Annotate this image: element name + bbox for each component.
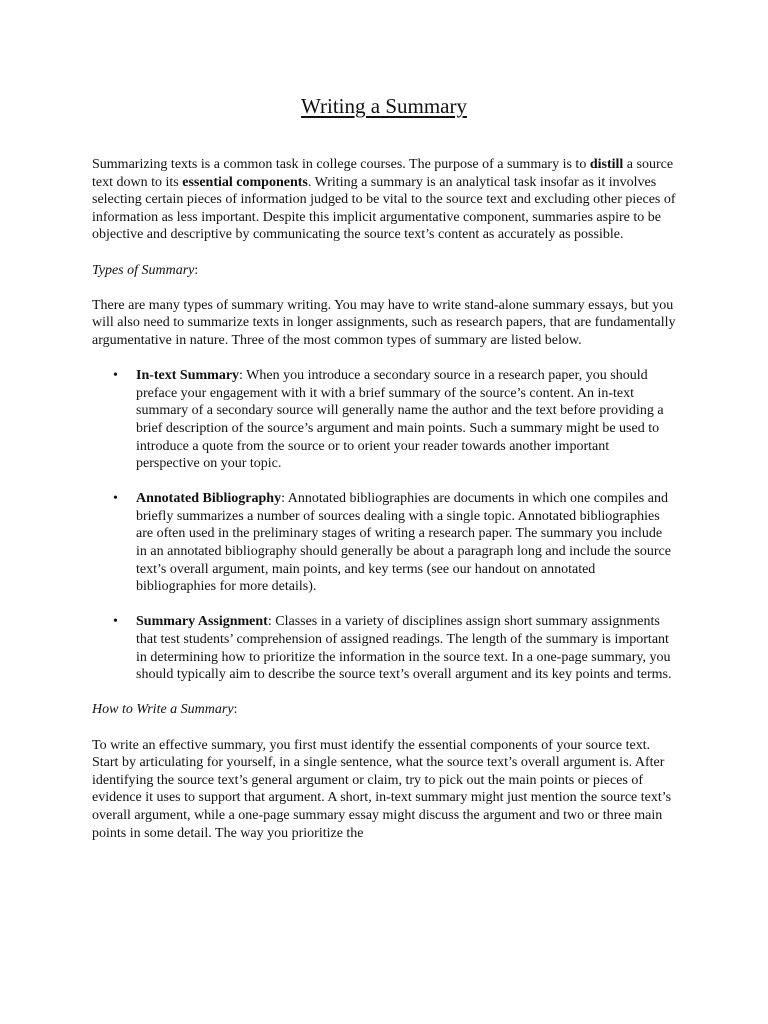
intro-paragraph [92, 156, 676, 244]
document-title: Writing a Summary [301, 94, 467, 118]
list-item-term: In-text Summary [136, 368, 240, 384]
intro-text-3: . Writing a summary is an analytical task insofar as it involves selecting certain pieces of information judged to be vital to the source text and excluding other pieces of information as less important. Despite this implicit argumentative component, summaries aspire to be objective and descriptive by communicating the source text’s content as accurately as possible. [92, 174, 676, 243]
types-heading-text: Types of Summary [92, 262, 195, 278]
list-item-annotated-bibliography [92, 490, 676, 596]
types-intro-paragraph: There are many types of summary writing. You may have to write stand-alone summary essays, but you will also need to summarize texts in longer assignments, such as research papers, that are fundamentally argumentative in nature. Three of the most common types of summary are listed below. [92, 297, 676, 348]
list-item-text: : Classes in a variety of disciplines assign short summary assignments that test students’ comprehension of assigned readings. The length of the summary is important in determining how to prioritize the information in the source text. In a one-page summary, you should typically aim to describe the source text’s overall argument and its key points and terms. [136, 614, 672, 683]
list-item-summary-assignment [92, 613, 676, 683]
list-item-text: : Annotated bibliographies are documents in which one compiles and briefly summarizes a number of sources dealing with a single topic. Annotated bibliographies are often used in the preliminary stages of writing a research paper. The summary you include in an annotated bibliography should generally be about a paragraph long and include the source text’s overall argument, main points, and key terms (see our handout on annotated bibliographies for more details). [136, 491, 671, 595]
how-to-heading-colon: : [233, 702, 238, 718]
intro-text-2: a source text down to its [92, 157, 674, 190]
list-item-term: Annotated Bibliography [136, 491, 282, 507]
bullet-icon: • [113, 614, 118, 630]
how-to-paragraph: To write an effective summary, you first must identify the essential components of your source text. Start by articulating for yourself, in a single sentence, what the source text’s overall argument is. After identifying the source text’s general argument or claim, try to pick out the main points or pieces of evidence it uses to support that argument. A short, in-text summary might just mention the source text’s overall argument, while a one-page summary essay might discuss the argument and two or three main points in some detail. The way you prioritize the [92, 737, 672, 841]
how-to-heading [92, 701, 676, 719]
summary-types-list [92, 367, 676, 684]
bullet-icon: • [113, 368, 118, 384]
list-item-text: : When you introduce a secondary source in a research paper, you should preface your engagement with it with a brief summary of the source’s content. An in-text summary of a secondary source will generally name the author and the text before providing a brief description of the source’s argument and main points. Such a summary might be used to introduce a quote from the source or to orient your reader towards another important perspective on your topic. [136, 368, 664, 472]
types-heading [92, 262, 676, 280]
how-to-heading-text: How to Write a Summary [92, 702, 234, 718]
list-item-term: Summary Assignment [136, 614, 268, 630]
list-item-in-text-summary [92, 367, 676, 473]
intro-bold-essential-components: essential components [182, 174, 308, 190]
types-heading-colon: : [194, 262, 199, 278]
intro-bold-distill: distill [589, 157, 624, 172]
bullet-icon: • [113, 491, 118, 507]
intro-text-1: Summarizing texts is a common task in college courses. The purpose of a summary is to [92, 157, 590, 172]
